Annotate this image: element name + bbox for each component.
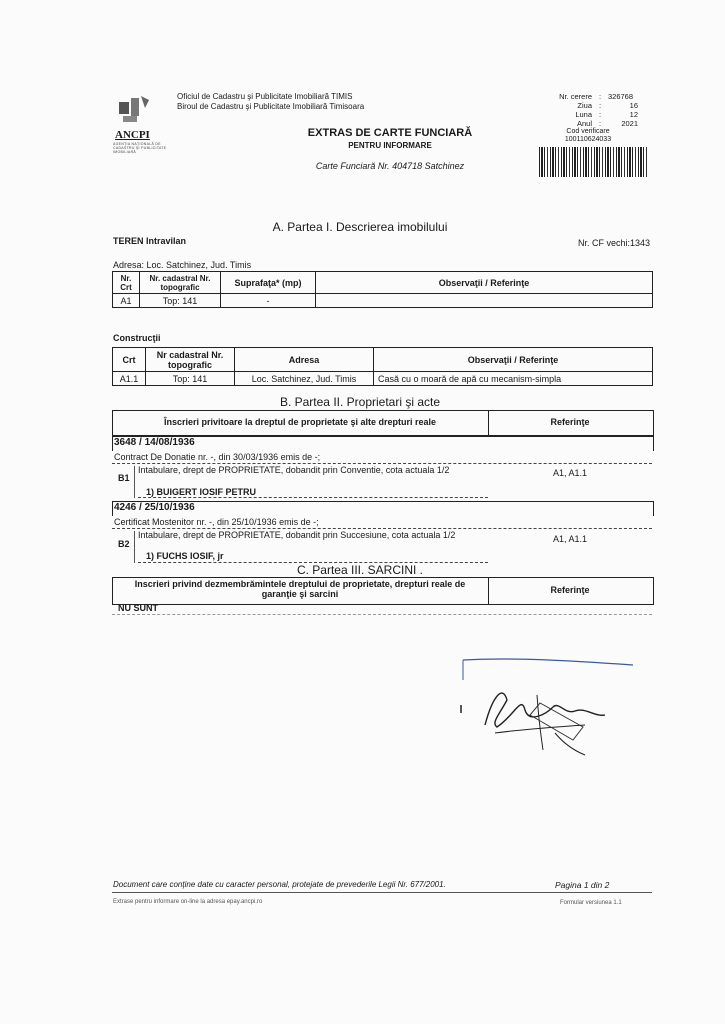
office-line1: Oficiul de Cadastru şi Publicitate Imobiliară TIMIS (177, 92, 353, 101)
table-row (113, 294, 653, 308)
divider (138, 497, 488, 498)
anul-label: Anul (576, 119, 592, 128)
th-observatii-c: Observaţii / Referinţe (374, 348, 653, 372)
partA-title: A. Partea I. Descrierea imobilului (272, 220, 448, 234)
entry1-ref: A1, A1.1 (552, 468, 588, 478)
divider (134, 466, 135, 498)
entry2-id: 4246 / 25/10/1936 (114, 502, 195, 513)
divider (112, 463, 652, 464)
partC-header-left: Inscrieri privind dezmembrămintele dreptului de proprietate, drepturi reale de garanţie şi sarcini (134, 579, 466, 599)
divider (134, 531, 135, 563)
entry1-act: Contract De Donatie nr. -, din 30/03/1936 emis de -; (114, 452, 321, 462)
ziua-label: Ziua (577, 101, 592, 110)
request-box: Nr. cerere : 326768 Ziua : 16 Luna : 12 Anul : 2021 Cod verificare 100110624033 (540, 92, 650, 144)
page-number: Pagina 1 din 2 (555, 880, 610, 890)
partB-header-left: Înscrieri privitoare la dreptul de proprietate şi alte drepturi reale (163, 417, 437, 427)
nr-cerere-value: 326768 (608, 92, 634, 101)
doc-subtitle: PENTRU INFORMARE (348, 141, 432, 150)
cell-crt: A1 (113, 294, 140, 308)
table-row (113, 372, 653, 386)
cf-line: Carte Funciară Nr. 404718 Satchinez (315, 161, 465, 171)
th-observatii: Observaţii / Referinţe (316, 272, 653, 294)
th-nr-cadastral: Nr. cadastral Nr. topografic (140, 272, 221, 294)
th-nr-crt: Nr. Crt (113, 272, 140, 294)
th-nr-cadastral-c: Nr cadastral Nr. topografic (146, 348, 235, 372)
partC-value: NU SUNT (118, 603, 158, 613)
divider (488, 410, 489, 436)
nr-cerere-label: Nr. cerere (559, 92, 592, 101)
cell-suprafata: - (221, 294, 316, 308)
logo-text: ANCPI (115, 129, 150, 141)
partB-title: B. Partea II. Proprietari şi acte (279, 395, 441, 409)
footer-note: Document care conţine date cu caracter personal, protejate de prevederile Legii Nr. 677/2001. (113, 880, 446, 889)
entry2-text: Intabulare, drept de PROPRIETATE, dobandit prin Succesiune, cota actuala 1/2 (138, 530, 456, 540)
ancpi-logo (111, 94, 181, 164)
divider (112, 892, 652, 893)
th-suprafata: Suprafaţa* (mp) (221, 272, 316, 294)
cell-crt-c: A1.1 (113, 372, 146, 386)
teren-table (112, 271, 653, 308)
entry2-ref: A1, A1.1 (552, 534, 588, 544)
logo-mark-icon (115, 94, 155, 128)
office-line2: Biroul de Cadastru şi Publicitate Imobiliară Timisoara (177, 102, 365, 111)
constructii-table (112, 347, 653, 386)
logo-subtext: AGENŢIA NAŢIONALĂ DE CADASTRU ŞI PUBLICITATE IMOBILIARĂ (113, 142, 167, 154)
cf-vechi: Nr. CF vechi:1343 (577, 238, 650, 248)
entry1-owner: 1) BUIGERT IOSIF PETRU (146, 487, 257, 497)
teren-label: TEREN Intravilan (113, 236, 187, 246)
barcode (539, 147, 647, 177)
cell-observatii-c: Casă cu o moară de apă cu mecanism-simpla (374, 372, 653, 386)
ziua-value: 16 (629, 101, 638, 110)
cod-label: Cod verificare (566, 128, 610, 135)
cell-top: Top: 141 (140, 294, 221, 308)
partC-header-right: Referinţe (550, 585, 590, 595)
address-line: Adresa: Loc. Satchinez, Jud. Timis (113, 260, 252, 270)
divider (112, 614, 652, 615)
entry1-text: Intabulare, drept de PROPRIETATE, dobandit prin Conventie, cota actuala 1/2 (138, 465, 450, 475)
entry2-owner: 1) FUCHS IOSIF, jr (146, 551, 224, 561)
divider (112, 528, 652, 529)
partC-title: C. Partea III. SARCINI . (296, 563, 424, 577)
entry1-id: 3648 / 14/08/1936 (114, 437, 195, 448)
form-version: Formular versiunea 1.1 (560, 900, 622, 906)
extract-note: Extrase pentru informare on-line la adresa epay.ancpi.ro (113, 899, 263, 905)
luna-label: Luna (575, 110, 592, 119)
th-crt: Crt (113, 348, 146, 372)
cell-adresa: Loc. Satchinez, Jud. Timis (235, 372, 374, 386)
cell-top-c: Top: 141 (146, 372, 235, 386)
anul-value: 2021 (621, 119, 638, 128)
divider (488, 577, 489, 605)
luna-value: 12 (629, 110, 638, 119)
cod-value: 100110624033 (564, 136, 612, 143)
doc-title: EXTRAS DE CARTE FUNCIARĂ (307, 127, 473, 139)
cell-observatii (316, 294, 653, 308)
entry1-code: B1 (118, 473, 130, 483)
signature (455, 655, 635, 780)
constructii-label: Construcţii (113, 333, 161, 343)
entry2-act: Certificat Mostenitor nr. -, din 25/10/1936 emis de -; (114, 517, 319, 527)
entry2-code: B2 (118, 539, 130, 549)
th-adresa: Adresa (235, 348, 374, 372)
partB-header-right: Referinţe (550, 417, 590, 427)
